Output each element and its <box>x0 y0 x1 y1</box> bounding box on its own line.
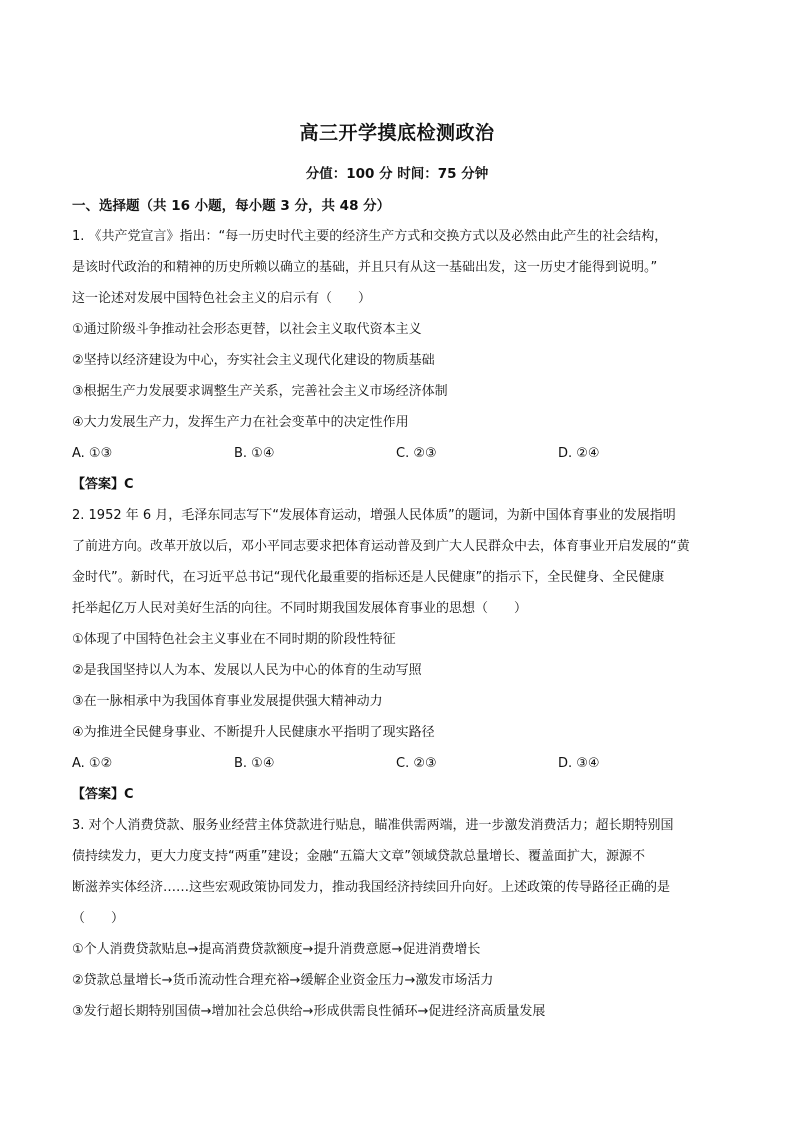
statement-item: ①体现了中国特色社会主义事业在不同时期的阶段性特征 <box>72 632 396 647</box>
option-c: C. ②③ <box>396 756 437 771</box>
question-stem-line: 断滋养实体经济……这些宏观政策协同发力，推动我国经济持续回升向好。上述政策的传导路径正确的是 <box>72 880 671 895</box>
option-d: D. ③④ <box>558 756 600 771</box>
statement-item: ②是我国坚持以人为本、发展以人民为中心的体育的生动写照 <box>72 663 422 678</box>
section-heading: 一、选择题（共 16 小题，每小题 3 分，共 48 分） <box>72 198 391 214</box>
option-d: D. ②④ <box>558 446 600 461</box>
statement-item: ①通过阶级斗争推动社会形态更替，以社会主义取代资本主义 <box>72 322 422 337</box>
statement-item: ③在一脉相承中为我国体育事业发展提供强大精神动力 <box>72 694 383 709</box>
option-a: A. ①② <box>72 756 113 771</box>
statement-item: ④为推进全民健身事业、不断提升人民健康水平指明了现实路径 <box>72 725 435 740</box>
question-stem-line: 3. 对个人消费贷款、服务业经营主体贷款进行贴息，瞄准供需两端，进一步激发消费活力；超长期特别国 <box>72 818 674 833</box>
question-stem-line: 了前进方向。改革开放以后，邓小平同志要求把体育运动普及到广大人民群众中去，体育事业开启发展的“黄 <box>72 539 690 554</box>
option-a: A. ①③ <box>72 446 113 461</box>
answer-options <box>72 752 722 775</box>
question-3 <box>72 814 722 1023</box>
question-stem-line: 债持续发力，更大力度支持“两重”建设；金融“五篇大文章”领域贷款总量增长、覆盖面扩大，源源不 <box>72 849 645 864</box>
statement-item: ④大力发展生产力，发挥生产力在社会变革中的决定性作用 <box>72 415 409 430</box>
question-stem-line: 这一论述对发展中国特色社会主义的启示有（ ） <box>72 291 372 306</box>
question-stem-line: 金时代”。新时代，在习近平总书记“现代化最重要的指标还是人民健康”的指示下，全民健身、全民健康 <box>72 570 665 585</box>
question-stem-line: 1. 《共产党宣言》指出：“每一历史时代主要的经济生产方式和交换方式以及必然由此产生的社会结构， <box>72 229 668 244</box>
page-title: 高三开学摸底检测政治 <box>299 122 495 144</box>
option-b: B. ①④ <box>234 446 275 461</box>
question-stem-line: （ ） <box>72 911 125 926</box>
question-stem-line: 是该时代政治的和精神的历史所赖以确立的基础，并且只有从这一基础出发，这一历史才能得到说明。” <box>72 260 658 275</box>
statement-item: ②坚持以经济建设为中心，夯实社会主义现代化建设的物质基础 <box>72 353 435 368</box>
statement-item: ②贷款总量增长→货币流动性合理充裕→缓解企业资金压力→激发市场活力 <box>72 973 494 988</box>
answer-key: 【答案】C <box>72 477 134 492</box>
question-stem-line: 托举起亿万人民对美好生活的向往。不同时期我国发展体育事业的思想（ ） <box>72 601 528 616</box>
statement-item: ①个人消费贷款贴息→提高消费贷款额度→提升消费意愿→促进消费增长 <box>72 942 481 957</box>
statement-item: ③根据生产力发展要求调整生产关系，完善社会主义市场经济体制 <box>72 384 448 399</box>
option-b: B. ①④ <box>234 756 275 771</box>
statement-item: ③发行超长期特别国债→增加社会总供给→形成供需良性循环→促进经济高质量发展 <box>72 1004 546 1019</box>
answer-options <box>72 442 722 465</box>
question-stem-line: 2. 1952 年 6 月，毛泽东同志写下“发展体育运动，增强人民体质”的题词，为新中国体育事业的发展指明 <box>72 508 676 523</box>
score-time-info: 分值：100 分 时间：75 分钟 <box>305 166 489 182</box>
answer-key: 【答案】C <box>72 787 134 802</box>
option-c: C. ②③ <box>396 446 437 461</box>
question-2 <box>72 504 722 814</box>
question-1 <box>72 225 722 504</box>
questions-content <box>72 225 722 1023</box>
